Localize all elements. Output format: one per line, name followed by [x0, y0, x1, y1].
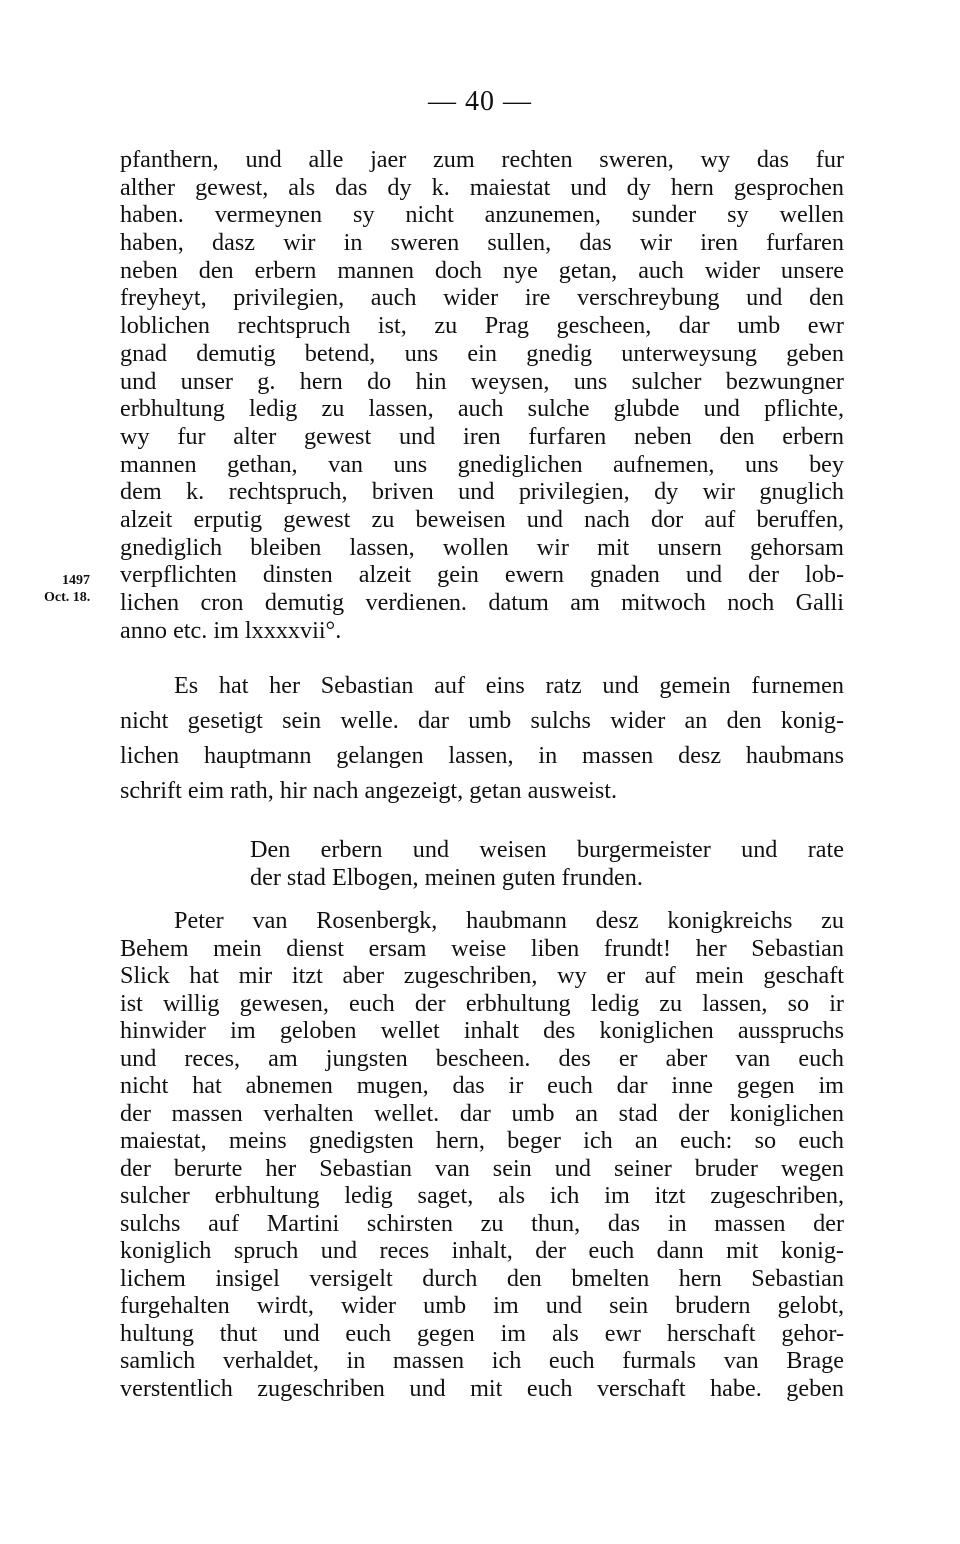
margin-date-note	[44, 574, 120, 605]
text-line: mannen gethan, van uns gnediglichen aufnemen, uns bey	[120, 450, 844, 478]
paragraph-3	[120, 907, 844, 1402]
paragraph-1	[120, 146, 844, 644]
text-line: loblichen rechtspruch ist, zu Prag gescheen, dar umb ewr	[120, 312, 844, 340]
text-line: nicht gesetigt sein welle. dar umb sulchs wider an den konig-	[120, 707, 844, 734]
text-line: pfanthern, und alle jaer zum rechten sweren, wy das fur	[120, 146, 844, 173]
text-line: nicht hat abnemen mugen, das ir euch dar inne gegen im	[120, 1072, 844, 1099]
text-line: schrift eim rath, hir nach angezeigt, getan ausweist.	[120, 777, 618, 804]
text-line: der berurte her Sebastian van sein und seiner bruder wegen	[120, 1154, 844, 1182]
text-line: hinwider im geloben wellet inhalt des koniglichen ausspruchs	[120, 1017, 844, 1044]
text-line: sulchs auf Martini schirsten zu thun, das in massen der	[120, 1209, 844, 1237]
text-line: lichem insigel versigelt durch den bmelten hern Sebastian	[120, 1264, 844, 1292]
text-line: Den erbern und weisen burgermeister und rate	[250, 836, 844, 863]
text-line: gnad demutig betend, uns ein gnedig unterweysung geben	[120, 339, 844, 367]
text-line: Behem mein dienst ersam weise liben frundt! her Sebastian	[120, 934, 844, 962]
text-line: wy fur alter gewest und iren furfaren neben den erbern	[120, 422, 844, 450]
text-line: Peter van Rosenbergk, haubmann desz konigkreichs zu	[174, 907, 844, 934]
text-line: dem k. rechtspruch, briven und privilegien, dy wir gnuglich	[120, 478, 844, 506]
text-line: haben. vermeynen sy nicht anzunemen, sunder sy wellen	[120, 201, 844, 229]
text-line: alther gewest, als das dy k. maiestat und dy hern gesprochen	[120, 173, 844, 201]
text-line: koniglich spruch und reces inhalt, der euch dann mit konig-	[120, 1237, 844, 1264]
text-line: hultung thut und euch gegen im als ewr herschaft gehor-	[120, 1319, 844, 1347]
text-line: freyheyt, privilegien, auch wider ire verschreybung und den	[120, 284, 844, 312]
letter-address	[250, 836, 844, 892]
text-line: verstentlich zugeschriben und mit euch verschaft habe. geben	[120, 1374, 844, 1402]
page-number: — 40 —	[428, 86, 532, 117]
text-line: lichen cron demutig verdienen. datum am mitwoch noch Galli	[120, 589, 844, 616]
text-line: verpflichten dinsten alzeit gein ewern gnaden und der lob-	[120, 561, 844, 589]
text-line: furgehalten wirdt, wider umb im und sein brudern gelobt,	[120, 1292, 844, 1319]
text-line: anno etc. im lxxxxvii°.	[120, 616, 342, 644]
text-line: ist willig gewesen, euch der erbhultung ledig zu lassen, so ir	[120, 989, 844, 1017]
text-line: lichen hauptmann gelangen lassen, in massen desz haubmans	[120, 742, 844, 769]
text-line: sulcher erbhultung ledig saget, als ich im itzt zugeschriben,	[120, 1182, 844, 1209]
margin-date: Oct. 18.	[44, 590, 91, 605]
text-line: Es hat her Sebastian auf eins ratz und gemein furnemen	[174, 672, 844, 699]
text-line: und unser g. hern do hin weysen, uns sulcher bezwungner	[120, 367, 844, 395]
margin-year: 1497	[62, 573, 90, 588]
text-line: der stad Elbogen, meinen guten frunden.	[250, 864, 643, 891]
text-line: haben, dasz wir in sweren sullen, das wir iren furfaren	[120, 229, 844, 257]
text-line: und reces, am jungsten bescheen. des er aber van euch	[120, 1044, 844, 1072]
text-line: maiestat, meins gnedigsten hern, beger ich an euch: so euch	[120, 1127, 844, 1154]
text-line: gnediglich bleiben lassen, wollen wir mit unsern gehorsam	[120, 533, 844, 561]
text-line: samlich verhaldet, in massen ich euch furmals van Brage	[120, 1347, 844, 1374]
text-line: neben den erbern mannen doch nye getan, auch wider unsere	[120, 256, 844, 284]
paragraph-2	[120, 668, 844, 808]
text-line: erbhultung ledig zu lassen, auch sulche glubde und pflichte,	[120, 395, 844, 423]
text-line: der massen verhalten wellet. dar umb an stad der koniglichen	[120, 1099, 844, 1127]
text-line: Slick hat mir itzt aber zugeschriben, wy er auf mein geschaft	[120, 962, 844, 989]
text-line: alzeit erputig gewest zu beweisen und nach dor auf beruffen,	[120, 505, 844, 533]
